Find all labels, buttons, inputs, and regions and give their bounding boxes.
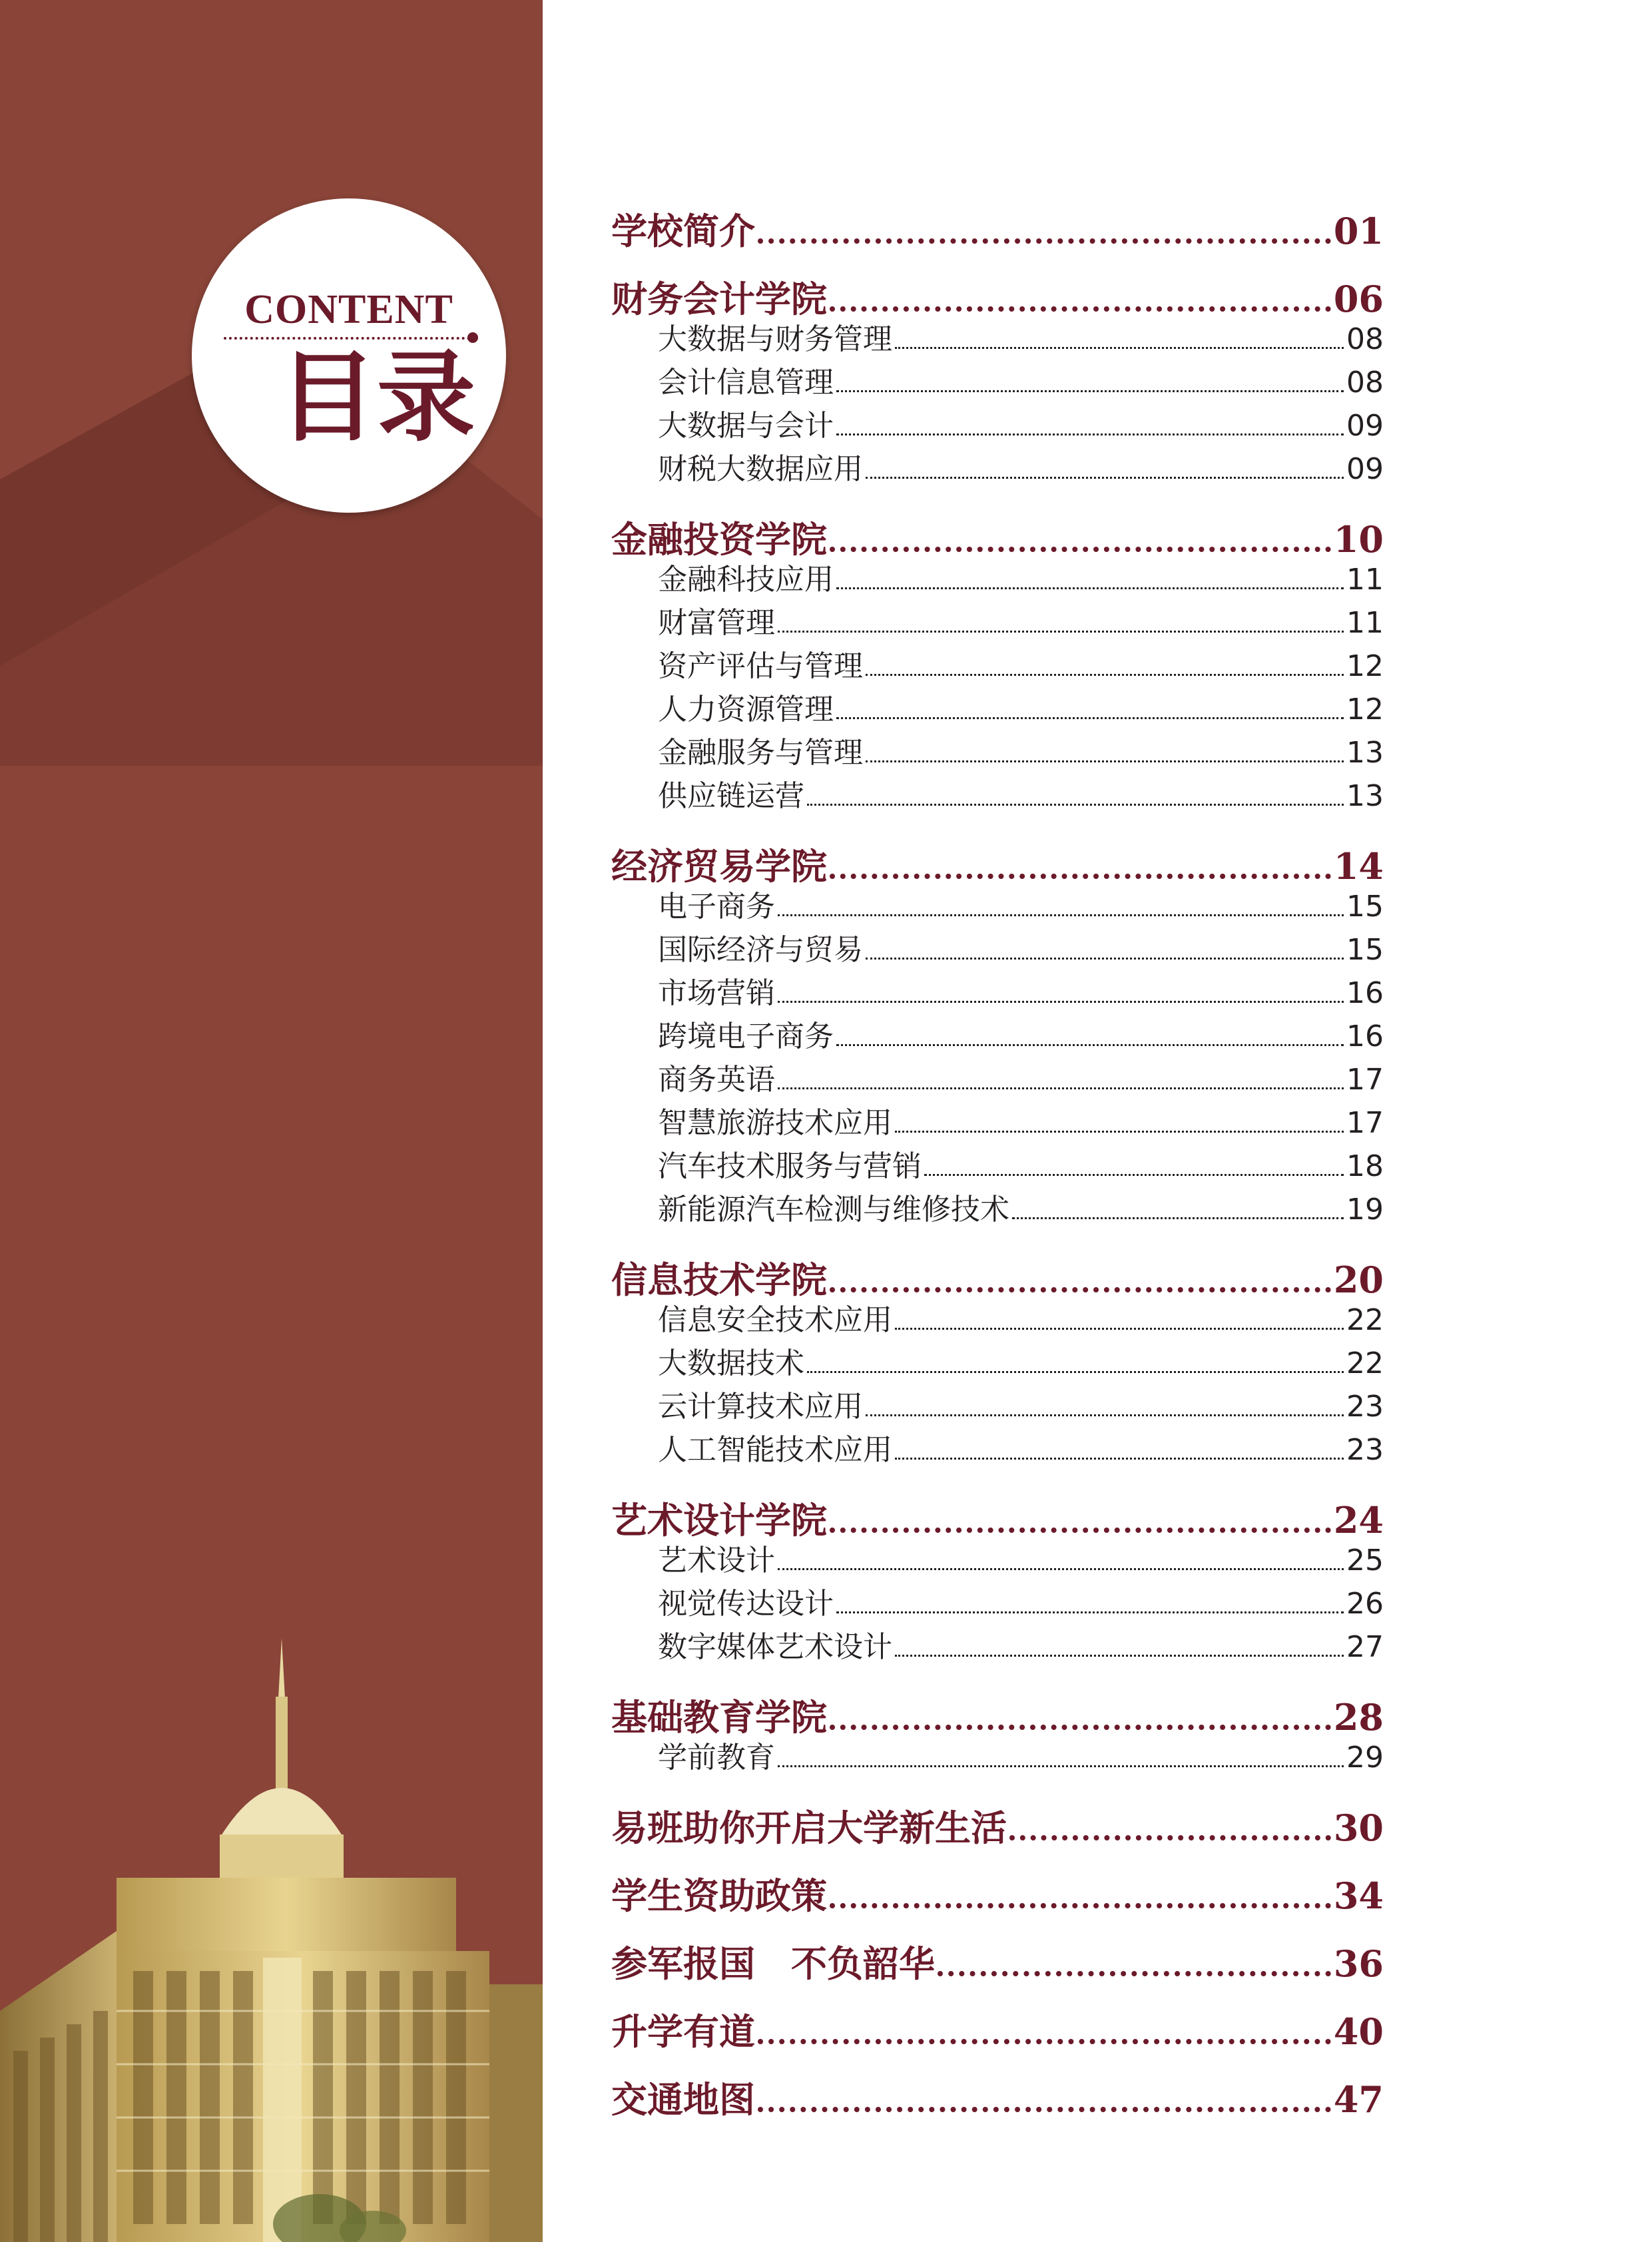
toc-subentry[interactable]: [658, 1185, 1384, 1228]
toc-entry-label: 学校简介: [611, 210, 755, 252]
toc-page-number: 18: [1346, 1149, 1384, 1183]
toc-page-number: 13: [1346, 736, 1384, 770]
toc-entry-label: 经济贸易学院: [611, 845, 827, 888]
toc-entry-label: 商务英语: [658, 1063, 775, 1097]
badge-chinese-title: 目录: [278, 339, 475, 455]
content-badge: [192, 198, 506, 513]
toc-entry-label: 跨境电子商务: [658, 1019, 834, 1053]
toc-leader-dots: [836, 1611, 1344, 1613]
toc-entry-label: 资产评估与管理: [658, 649, 863, 683]
toc-leader-dots: [778, 1765, 1344, 1767]
toc-entry-label: 金融服务与管理: [658, 736, 863, 770]
toc-page-number: 29: [1346, 1741, 1384, 1775]
toc-page-number: 17: [1346, 1063, 1384, 1097]
toc-section-entry[interactable]: [611, 2004, 1384, 2055]
toc-leader-dots: [778, 1087, 1344, 1089]
toc-subentry[interactable]: [658, 642, 1384, 685]
toc-subentry[interactable]: [658, 685, 1384, 728]
toc-entry-label: 信息安全技术应用: [658, 1303, 892, 1337]
toc-entry-label: 交通地图: [611, 2078, 755, 2121]
toc-page-number: 14: [1333, 845, 1384, 888]
toc-leader-dots: [866, 1414, 1344, 1416]
toc-leader-dots: [836, 587, 1344, 589]
toc-page-number: 17: [1346, 1106, 1384, 1140]
toc-page-number: 23: [1346, 1433, 1384, 1467]
toc-entry-label: 参军报国 不负韶华: [611, 1942, 935, 1985]
toc-page-number: 08: [1346, 366, 1384, 400]
sidebar-panel: [0, 0, 543, 2242]
toc-subentry[interactable]: [658, 926, 1384, 968]
toc-section-entry[interactable]: [611, 2072, 1384, 2123]
toc-section-entry[interactable]: [611, 1868, 1384, 1919]
toc-page-number: 13: [1346, 779, 1384, 813]
toc-leader-dots: [866, 477, 1344, 479]
toc-subentry[interactable]: [658, 1733, 1384, 1776]
toc-leader-dots: [938, 1971, 1331, 1976]
toc-leader-dots: [895, 1655, 1344, 1657]
toc-subentry[interactable]: [658, 1426, 1384, 1468]
toc-entry-label: 金融科技应用: [658, 563, 834, 597]
toc-leader-dots: [836, 390, 1344, 392]
toc-subentry[interactable]: [658, 1339, 1384, 1382]
toc-page-number: 12: [1346, 693, 1384, 726]
toc-page-number: 12: [1346, 649, 1384, 683]
toc-subentry[interactable]: [658, 1623, 1384, 1665]
toc-entry-label: 艺术设计学院: [611, 1499, 827, 1541]
toc-subentry[interactable]: [658, 1055, 1384, 1098]
toc-page-number: 22: [1346, 1303, 1384, 1337]
toc-page-number: 24: [1333, 1499, 1384, 1541]
toc-page-number: 23: [1346, 1390, 1384, 1424]
toc-entry-label: 艺术设计: [658, 1543, 775, 1577]
toc-leader-dots: [895, 1328, 1344, 1330]
toc-page-number: 09: [1346, 409, 1384, 443]
toc-leader-dots: [866, 674, 1344, 676]
toc-leader-dots: [778, 914, 1344, 916]
toc-page-number: 10: [1333, 518, 1384, 561]
toc-leader-dots: [830, 547, 1331, 552]
toc-entry-label: 供应链运营: [658, 779, 804, 813]
toc-subentry[interactable]: [658, 599, 1384, 641]
toc-leader-dots: [830, 306, 1331, 312]
toc-page-number: 09: [1346, 452, 1384, 486]
toc-page-number: 26: [1346, 1587, 1384, 1621]
toc-entry-label: 学生资助政策: [611, 1874, 827, 1917]
toc-page-number: 11: [1346, 606, 1384, 640]
toc-leader-dots: [778, 631, 1344, 633]
toc-leader-dots: [836, 433, 1344, 435]
toc-page-number: 16: [1346, 1019, 1384, 1053]
toc-entry-label: 大数据技术: [658, 1346, 804, 1380]
toc-leader-dots: [866, 958, 1344, 960]
toc-page-number: 06: [1333, 278, 1384, 320]
toc-page-number: 11: [1346, 563, 1384, 597]
toc-subentry[interactable]: [658, 1579, 1384, 1622]
toc-entry-label: 数字媒体艺术设计: [658, 1630, 892, 1664]
toc-entry-label: 视觉传达设计: [658, 1587, 834, 1621]
toc-page-number: 08: [1346, 322, 1384, 356]
toc-leader-dots: [758, 238, 1331, 244]
toc-entry-label: 大数据与财务管理: [658, 322, 892, 356]
toc-page-number: 15: [1346, 933, 1384, 967]
toc-subentry[interactable]: [658, 1012, 1384, 1055]
toc-entry-label: 汽车技术服务与营销: [658, 1149, 922, 1183]
toc-leader-dots: [895, 347, 1344, 349]
toc-page-number: 34: [1333, 1874, 1384, 1917]
toc-leader-dots: [830, 1287, 1331, 1292]
toc-leader-dots: [778, 1568, 1344, 1570]
toc-page-number: 19: [1346, 1193, 1384, 1227]
toc-leader-dots: [830, 1725, 1331, 1730]
toc-entry-label: 财富管理: [658, 606, 775, 640]
toc-entry-label: 国际经济与贸易: [658, 933, 863, 967]
toc-subentry[interactable]: [658, 445, 1384, 487]
toc-leader-dots: [778, 1001, 1344, 1003]
toc-leader-dots: [1012, 1217, 1344, 1219]
toc-leader-dots: [866, 760, 1344, 762]
toc-subentry[interactable]: [658, 1099, 1384, 1141]
toc-leader-dots: [758, 2107, 1331, 2112]
toc-leader-dots: [836, 717, 1344, 719]
toc-leader-dots: [924, 1174, 1344, 1176]
toc-section-entry[interactable]: [611, 1800, 1384, 1851]
toc-subentry[interactable]: [658, 882, 1384, 925]
toc-subentry[interactable]: [658, 402, 1384, 444]
toc-leader-dots: [807, 804, 1344, 806]
toc-leader-dots: [1009, 1835, 1331, 1840]
toc-entry-label: 财务会计学院: [611, 278, 827, 320]
toc-entry-label: 学前教育: [658, 1741, 775, 1775]
toc-page-number: 25: [1346, 1543, 1384, 1577]
badge-english-title: CONTENT: [244, 287, 453, 332]
toc-page-number: 15: [1346, 890, 1384, 924]
toc-leader-dots: [895, 1131, 1344, 1133]
toc-subentry[interactable]: [658, 1382, 1384, 1425]
toc-page-number: 28: [1333, 1696, 1384, 1739]
toc-page-number: 30: [1333, 1807, 1384, 1849]
toc-entry-label: 会计信息管理: [658, 366, 834, 400]
toc-leader-dots: [758, 2039, 1331, 2044]
campus-building-image: [0, 1638, 543, 2242]
toc-entry-label: 信息技术学院: [611, 1259, 827, 1301]
toc-page-number: 01: [1333, 210, 1384, 252]
toc-section-entry[interactable]: [611, 203, 1384, 254]
toc-entry-label: 基础教育学院: [611, 1696, 827, 1739]
toc-page-number: 47: [1333, 2078, 1384, 2121]
toc-subentry[interactable]: [658, 1296, 1384, 1338]
toc-entry-label: 人工智能技术应用: [658, 1433, 892, 1467]
toc-leader-dots: [836, 1044, 1344, 1046]
toc-entry-label: 市场营销: [658, 976, 775, 1010]
toc-entry-label: 新能源汽车检测与维修技术: [658, 1193, 1009, 1227]
toc-subentry[interactable]: [658, 1536, 1384, 1579]
toc-entry-label: 云计算技术应用: [658, 1390, 863, 1424]
toc-subentry[interactable]: [658, 772, 1384, 814]
toc-page-number: 16: [1346, 976, 1384, 1010]
toc-leader-dots: [895, 1458, 1344, 1460]
toc-leader-dots: [830, 1903, 1331, 1908]
toc-entry-label: 财税大数据应用: [658, 452, 863, 486]
toc-subentry[interactable]: [658, 728, 1384, 771]
toc-entry-label: 易班助你开启大学新生活: [611, 1807, 1007, 1849]
toc-page-number: 40: [1333, 2010, 1384, 2053]
toc-leader-dots: [830, 874, 1331, 879]
toc-leader-dots: [830, 1528, 1331, 1533]
toc-leader-dots: [807, 1371, 1344, 1373]
toc-entry-label: 人力资源管理: [658, 693, 834, 726]
toc-subentry[interactable]: [658, 555, 1384, 598]
toc-entry-label: 大数据与会计: [658, 409, 834, 443]
toc-entry-label: 升学有道: [611, 2010, 755, 2053]
toc-subentry[interactable]: [658, 315, 1384, 358]
toc-page-number: 20: [1333, 1259, 1384, 1301]
toc-subentry[interactable]: [658, 1142, 1384, 1185]
toc-page-number: 36: [1333, 1942, 1384, 1985]
toc-subentry[interactable]: [658, 969, 1384, 1011]
toc-subentry[interactable]: [658, 358, 1384, 401]
toc-page-number: 27: [1346, 1630, 1384, 1664]
toc-page-number: 22: [1346, 1346, 1384, 1380]
toc-section-entry[interactable]: [611, 1936, 1384, 1987]
toc-entry-label: 电子商务: [658, 890, 775, 924]
toc-entry-label: 智慧旅游技术应用: [658, 1106, 892, 1140]
toc-entry-label: 金融投资学院: [611, 518, 827, 561]
